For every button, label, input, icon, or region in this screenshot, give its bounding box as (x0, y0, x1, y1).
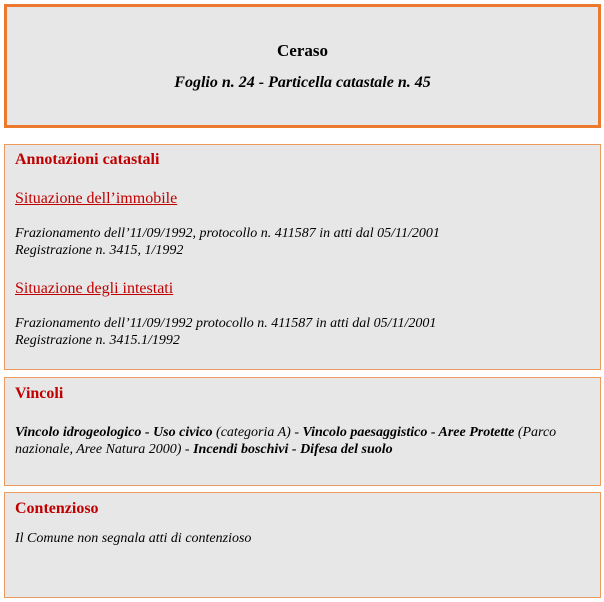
vincolo-uso-civico: Uso civico (153, 425, 213, 440)
vincoli-separator: - (427, 425, 439, 440)
situazione-immobile-note (15, 225, 592, 259)
vincolo-incendi-boschivi: Incendi boschivi (193, 442, 289, 457)
vincolo-paesaggistico: Vincolo paesaggistico (302, 425, 428, 440)
situazione-immobile-link[interactable]: Situazione dell’immobile (15, 190, 178, 207)
annotazioni-title: Annotazioni catastali (15, 151, 160, 168)
uso-civico-note: (categoria A) - (212, 425, 303, 440)
vincoli-list (15, 424, 594, 458)
annotazioni-panel (4, 144, 601, 370)
vincoli-title: Vincoli (15, 385, 64, 402)
vincolo-idrogeologico: Vincolo idrogeologico (15, 425, 142, 440)
contenzioso-text: Il Comune non segnala atti di contenzioso (15, 531, 252, 546)
vincoli-separator: - (288, 442, 301, 457)
aree-protette-note: (Parco nazionale, Aree Natura 2000) - (15, 425, 557, 457)
immobile-line-2: Registrazione n. 3415, 1/1992 (15, 243, 184, 258)
immobile-line-1: Frazionamento dell’11/09/1992, protocollo n. 411587 in atti dal 05/11/2001 (15, 226, 440, 241)
contenzioso-title: Contenzioso (15, 500, 99, 517)
vincolo-aree-protette: Aree Protette (438, 425, 515, 440)
intestati-line-2: Registrazione n. 3415.1/1992 (15, 333, 180, 348)
parcel-header (4, 4, 601, 128)
vincoli-panel (4, 377, 601, 486)
situazione-intestati-link[interactable]: Situazione degli intestati (15, 280, 174, 297)
place-name: Ceraso (277, 41, 328, 60)
intestati-line-1: Frazionamento dell’11/09/1992 protocollo n. 411587 in atti dal 05/11/2001 (15, 316, 437, 331)
parcel-identifier: Foglio n. 24 - Particella catastale n. 45 (174, 74, 431, 91)
situazione-intestati-note (15, 315, 592, 349)
vincoli-separator: - (141, 425, 154, 440)
contenzioso-panel (4, 492, 601, 598)
vincolo-difesa-suolo: Difesa del suolo (300, 442, 393, 457)
